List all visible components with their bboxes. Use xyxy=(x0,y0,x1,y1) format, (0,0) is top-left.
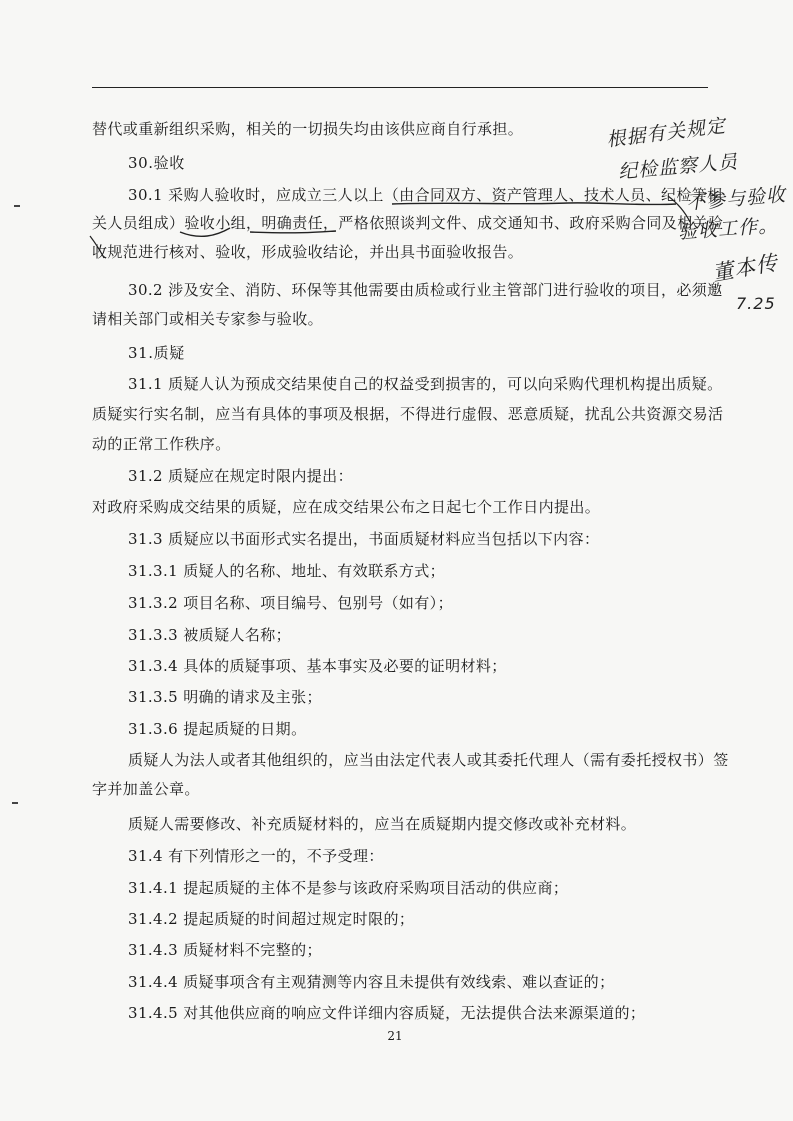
section-heading-challenge: 31.质疑 xyxy=(128,344,185,362)
body-line: 替代或重新组织采购，相关的一切损失均由该供应商自行承担。 xyxy=(92,120,524,138)
handwritten-note-line1: 根据有关规定 xyxy=(605,114,728,152)
body-line: 字并加盖公章。 xyxy=(92,780,200,798)
handwritten-note-line4: 验收工作。 xyxy=(677,214,779,244)
body-line: 动的正常工作秩序。 xyxy=(92,435,231,453)
handwritten-date: 7.25 xyxy=(736,294,776,313)
list-item: 31.4.1 提起质疑的主体不是参与该政府采购项目活动的供应商； xyxy=(128,879,569,897)
body-line: 30.2 涉及安全、消防、环保等其他需要由质检或行业主管部门进行验收的项目，必须邀 xyxy=(128,281,723,299)
body-line: 31.3 质疑应以书面形式实名提出，书面质疑材料应当包括以下内容： xyxy=(128,530,600,548)
list-item: 31.3.1 质疑人的名称、地址、有效联系方式； xyxy=(128,562,446,580)
list-item: 31.3.5 明确的请求及主张； xyxy=(128,688,322,706)
list-item: 31.3.3 被质疑人名称； xyxy=(128,626,292,644)
page-number: 21 xyxy=(387,1029,403,1043)
list-item: 31.3.4 具体的质疑事项、基本事实及必要的证明材料； xyxy=(128,657,507,675)
body-line: 质疑人需要修改、补充质疑材料的，应当在质疑期内提交修改或补充材料。 xyxy=(128,815,637,833)
body-line: 质疑实行实名制，应当有具体的事项及根据，不得进行虚假、恶意质疑，扰乱公共资源交易活 xyxy=(92,405,724,423)
section-heading-acceptance: 30.验收 xyxy=(128,154,185,172)
header-rule xyxy=(92,87,708,88)
list-item: 31.4.2 提起质疑的时间超过规定时限的； xyxy=(128,910,415,928)
handwritten-signature: 董本传 xyxy=(710,250,780,286)
body-line: 30.1 采购人验收时，应成立三人以上（由合同双方、资产管理人、技术人员、纪检等相 xyxy=(128,186,723,204)
margin-mark xyxy=(12,802,18,804)
margin-mark xyxy=(14,205,20,207)
list-item: 31.3.6 提起质疑的日期。 xyxy=(128,720,307,738)
body-line: 请相关部门或相关专家参与验收。 xyxy=(92,310,324,328)
body-line: 收规范进行核对、验收，形成验收结论，并出具书面验收报告。 xyxy=(92,243,524,261)
body-line: 31.2 质疑应在规定时限内提出： xyxy=(128,467,353,485)
handwritten-note-line3: 不参与验收 xyxy=(685,183,787,215)
body-line: 对政府采购成交结果的质疑，应在成交结果公布之日起七个工作日内提出。 xyxy=(92,498,601,516)
list-item: 31.4.5 对其他供应商的响应文件详细内容质疑，无法提供合法来源渠道的； xyxy=(128,1004,646,1022)
body-line: 31.1 质疑人认为预成交结果使自己的权益受到损害的，可以向采购代理机构提出质疑。 xyxy=(128,375,723,393)
body-line: 31.4 有下列情形之一的，不予受理： xyxy=(128,847,384,865)
body-line: 质疑人为法人或者其他组织的，应当由法定代表人或其委托代理人（需有委托授权书）签 xyxy=(128,751,729,769)
handwritten-note-line2: 纪检监察人员 xyxy=(617,150,739,184)
list-item: 31.3.2 项目名称、项目编号、包别号（如有）； xyxy=(128,594,453,612)
body-line: 关人员组成）验收小组，明确责任，严格依照谈判文件、成交通知书、政府采购合同及相关验 xyxy=(92,214,724,232)
list-item: 31.4.3 质疑材料不完整的； xyxy=(128,941,322,959)
list-item: 31.4.4 质疑事项含有主观猜测等内容且未提供有效线索、难以查证的； xyxy=(128,973,615,991)
